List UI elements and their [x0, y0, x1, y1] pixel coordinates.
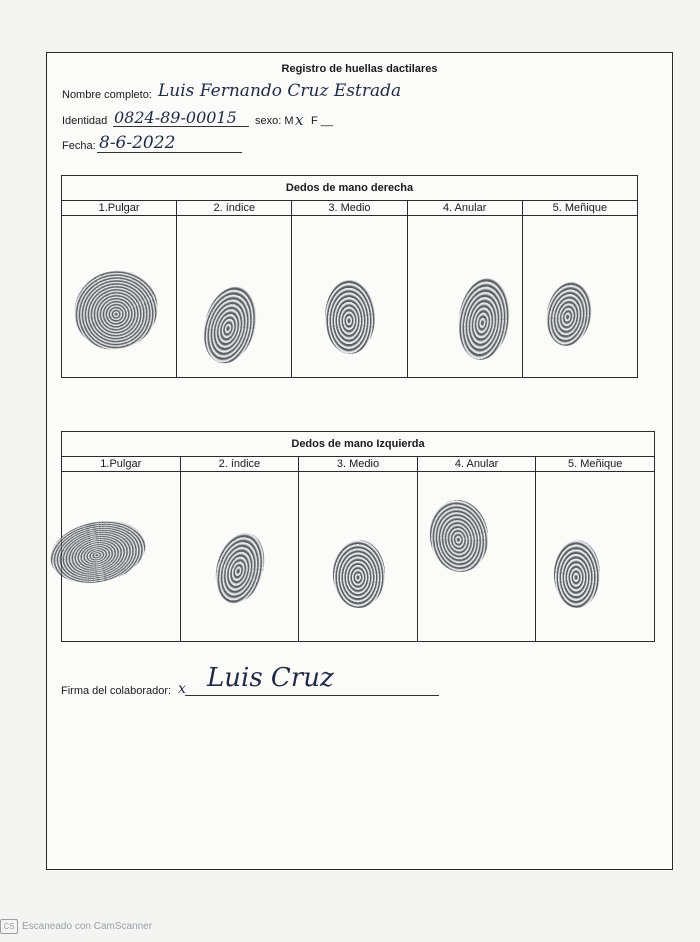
right-hand-title: Dedos de mano derecha — [62, 176, 638, 201]
right-little-box — [522, 216, 637, 378]
right-finger-label: 2. índice — [177, 201, 292, 216]
sex-f-label: F __ — [311, 115, 334, 127]
sex-mark: x — [295, 111, 304, 129]
sex-label: sexo: M — [255, 115, 294, 127]
date-underline — [97, 152, 242, 153]
fingerprint-image — [453, 275, 514, 363]
fingerprint-image — [196, 281, 264, 369]
id-underline — [113, 126, 249, 127]
fingerprint-image — [45, 513, 151, 592]
left-finger-label: 2. índice — [180, 457, 299, 472]
date-value: 8-6-2022 — [99, 133, 176, 153]
right-finger-label: 1.Pulgar — [62, 201, 177, 216]
right-middle-box — [292, 216, 407, 378]
name-label: Nombre completo: — [62, 89, 152, 101]
fingerprint-image — [208, 527, 271, 608]
form-title: Registro de huellas dactilares — [281, 63, 438, 75]
left-hand-table — [61, 431, 655, 642]
fingerprint-image — [425, 496, 492, 575]
id-label: Identidad — [62, 115, 108, 127]
fingerprint-image — [333, 540, 385, 608]
left-ring-box — [417, 472, 536, 642]
name-value: Luis Fernando Cruz Estrada — [158, 81, 402, 101]
right-thumb-box — [62, 216, 177, 378]
right-ring-box — [407, 216, 522, 378]
signature-label: Firma del colaborador: — [61, 685, 172, 697]
right-finger-label: 3. Medio — [292, 201, 407, 216]
right-hand-table — [61, 175, 638, 378]
date-label: Fecha: — [62, 140, 96, 152]
fingerprint-image — [554, 540, 600, 608]
left-thumb-box — [62, 472, 181, 642]
left-index-box — [180, 472, 299, 642]
right-index-box — [177, 216, 292, 378]
signature-underline — [185, 695, 439, 696]
left-finger-label: 4. Anular — [417, 457, 536, 472]
right-finger-label: 5. Meñique — [522, 201, 637, 216]
footer-text: Escaneado con CamScanner — [22, 921, 153, 933]
id-value: 0824-89-00015 — [114, 108, 237, 127]
left-finger-label: 3. Medio — [299, 457, 418, 472]
left-finger-label: 5. Meñique — [536, 457, 655, 472]
fingerprint-image — [325, 280, 375, 354]
fingerprint-image — [542, 279, 596, 350]
signature-mark: x — [178, 681, 186, 697]
left-little-box — [536, 472, 655, 642]
scanner-footer — [0, 919, 152, 934]
signature-value: Luis Cruz — [207, 663, 334, 693]
left-finger-label: 1.Pulgar — [62, 457, 181, 472]
right-finger-label: 4. Anular — [407, 201, 522, 216]
left-middle-box — [299, 472, 418, 642]
left-hand-title: Dedos de mano Izquierda — [62, 432, 655, 457]
fingerprint-form — [46, 52, 673, 870]
fingerprint-image — [61, 257, 170, 363]
camscanner-icon: CS — [0, 919, 18, 934]
